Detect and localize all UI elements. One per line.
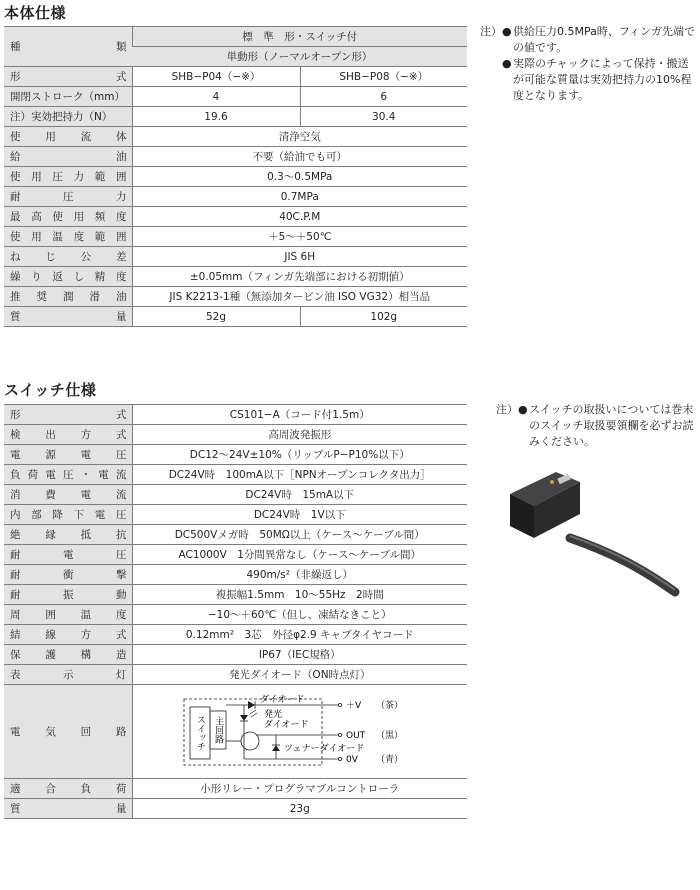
label-char: 式: [115, 429, 127, 441]
row-value-p04: 19.6: [132, 107, 300, 127]
label-char: 出: [45, 429, 56, 441]
label-char: 注）実効把持力（N）: [10, 111, 113, 123]
circuit-cell: [132, 685, 467, 779]
table-row: [4, 485, 467, 505]
row-label: [4, 605, 132, 625]
row-value: 小形リレー・プログラマブルコントローラ: [132, 779, 467, 799]
row-value: 0.12mm² 3芯 外径φ2.9 キャブタイヤコード: [132, 625, 467, 645]
led-text-2: ダイオード: [263, 719, 309, 730]
label-char: 線: [45, 629, 56, 641]
row-value-p08: SHB−P08（−※）: [300, 67, 467, 87]
label-char: 滑: [89, 291, 100, 303]
label-char: 形: [10, 409, 21, 421]
label-char: 量: [116, 311, 127, 323]
label-char: 使: [10, 131, 21, 143]
label-char: 絶: [10, 529, 21, 541]
row-value: DC12〜24V±10%（リップルP−P10%以下）: [132, 445, 467, 465]
label-char: 振: [63, 589, 74, 601]
label-char: 内: [10, 509, 21, 521]
label-char: 耐: [10, 589, 21, 601]
label-char: 衝: [63, 569, 74, 581]
row-value: 発光ダイオード（ON時点灯）: [132, 665, 467, 685]
header-label: [4, 27, 132, 67]
row-value: DC24V時 100mA以下［NPNオープンコレクタ出力］: [132, 465, 467, 485]
label-char: 構: [80, 649, 92, 661]
label-char: 耐: [10, 549, 21, 561]
header-row: [4, 27, 467, 47]
label-char: 囲: [115, 231, 127, 243]
label-char: 推: [10, 291, 21, 303]
row-value: 23g: [132, 799, 467, 819]
label-char: 給: [10, 151, 21, 163]
label-char: 護: [45, 649, 56, 661]
main-spec-title: 本体仕様: [4, 4, 67, 22]
table-row: [4, 147, 467, 167]
row-value-p08: 30.4: [300, 107, 467, 127]
row-label: [4, 585, 132, 605]
table-row: [4, 465, 467, 485]
row-value-p04: 4: [132, 87, 300, 107]
label-char: ・: [80, 469, 92, 481]
row-label: [4, 67, 132, 87]
label-char: 縁: [45, 529, 56, 541]
label-char: 抵: [80, 529, 92, 541]
row-label: [4, 187, 132, 207]
out-text: OUT: [345, 730, 365, 741]
table-row: [4, 685, 467, 779]
table-row: [4, 625, 467, 645]
label-char: 用: [45, 131, 56, 143]
label-char: 式: [116, 71, 127, 83]
row-label: [4, 565, 132, 585]
label-char: 力: [116, 191, 127, 203]
label-char: 圧: [116, 549, 127, 561]
row-label: [4, 665, 132, 685]
label-char: 最: [10, 211, 21, 223]
switch-spec-notes: [496, 402, 698, 450]
table-row: [4, 505, 467, 525]
note-prefix: [480, 56, 502, 104]
row-label: [4, 625, 132, 645]
table-row: [4, 445, 467, 465]
led-text-1: 発光: [263, 709, 282, 720]
row-value: IP67（IEC規格）: [132, 645, 467, 665]
label-char: 圧: [62, 469, 74, 481]
label-char: 周: [10, 609, 21, 621]
label-char: 圧: [115, 509, 127, 521]
row-label: [4, 685, 132, 779]
diode-symbol: [248, 701, 255, 709]
row-label: [4, 505, 132, 525]
header-top: 標 準 形・スイッチ付: [132, 27, 467, 47]
row-value: DC24V時 1V以下: [132, 505, 467, 525]
label-char: 流: [115, 469, 127, 481]
row-value: 複振幅1.5mm 10〜55Hz 2時間: [132, 585, 467, 605]
label-char: 式: [116, 409, 127, 421]
row-value: 40C.P.M: [132, 207, 467, 227]
label-char: 費: [45, 489, 56, 501]
label-char: 保: [10, 649, 21, 661]
label-char: 路: [115, 726, 127, 738]
table-row: [4, 287, 467, 307]
label-char: 形: [10, 71, 21, 83]
label-char: 負: [80, 783, 92, 795]
label-char: 合: [45, 783, 56, 795]
table-row: [4, 247, 467, 267]
row-value: 高周波発振形: [132, 425, 467, 445]
label-char: 用: [73, 211, 85, 223]
note-text: 実際のチャックによって保持・搬送が可能な質量は実効把持力の10%程度となります。: [513, 57, 692, 102]
bullet-icon: ●: [518, 403, 528, 416]
label-char: 繰: [10, 271, 21, 283]
table-row: [4, 267, 467, 287]
label-char: 方: [80, 629, 92, 641]
label-char: 油: [116, 151, 127, 163]
label-char: 動: [116, 589, 127, 601]
label-char: 高: [31, 211, 42, 223]
label-char: 使: [10, 231, 21, 243]
label-char: 圧: [63, 191, 74, 203]
label-char: 源: [45, 449, 56, 461]
label-char: 用: [31, 231, 42, 243]
label-char: 潤: [63, 291, 74, 303]
diode-text: ダイオード: [259, 694, 305, 705]
label-char: 度: [115, 211, 127, 223]
table-row: [4, 207, 467, 227]
label-char: し: [73, 271, 85, 283]
label-char: 類: [116, 41, 127, 53]
note-prefix: 注）: [480, 25, 502, 38]
switch-cable: [570, 538, 675, 592]
label-char: り: [31, 271, 42, 283]
main-circuit-text: 主回路: [212, 716, 223, 743]
table-row: [4, 665, 467, 685]
row-label: [4, 465, 132, 485]
label-char: 返: [52, 271, 63, 283]
row-value-p08: 102g: [300, 307, 467, 327]
label-char: 適: [10, 783, 21, 795]
note-text: 供給圧力0.5MPa時、フィンガ先端での値です。: [513, 25, 695, 54]
table-row: [4, 107, 467, 127]
main-spec-notes: [480, 24, 698, 104]
label-char: 精: [94, 271, 106, 283]
row-label: [4, 645, 132, 665]
label-char: 耐: [10, 191, 21, 203]
row-label: [4, 779, 132, 799]
table-row: [4, 585, 467, 605]
row-label: [4, 525, 132, 545]
zero-v-text: 0V: [345, 754, 358, 765]
label-char: 差: [115, 251, 127, 263]
table-row: [4, 307, 467, 327]
bullet-icon: ●: [502, 57, 512, 70]
label-char: 圧: [52, 171, 63, 183]
row-label: [4, 247, 132, 267]
label-char: 種: [10, 41, 21, 53]
label-char: 耐: [10, 569, 21, 581]
indicator-led: [550, 480, 554, 484]
label-char: 使: [10, 171, 21, 183]
label-char: 造: [115, 649, 127, 661]
label-char: 表: [10, 669, 21, 681]
black-text: （黒）: [375, 730, 403, 741]
row-label: [4, 799, 132, 819]
label-char: 抗: [115, 529, 127, 541]
table-row: [4, 645, 467, 665]
label-char: 示: [63, 669, 74, 681]
main-spec-table: [4, 26, 467, 327]
row-label: [4, 445, 132, 465]
table-row: [4, 187, 467, 207]
row-value-p04: SHB−P04（−※）: [132, 67, 300, 87]
label-char: 度: [73, 231, 85, 243]
row-label: [4, 107, 132, 127]
row-label: [4, 405, 132, 425]
row-value: 清浄空気: [132, 127, 467, 147]
row-label: [4, 545, 132, 565]
label-char: 電: [94, 509, 106, 521]
switch-photo: [500, 452, 690, 602]
label-char: じ: [45, 251, 56, 263]
label-char: 囲: [115, 171, 127, 183]
row-value: JIS 6H: [132, 247, 467, 267]
note-item: [496, 402, 698, 450]
note-item: [480, 56, 698, 104]
zener-text: ツェナーダイオード: [283, 743, 364, 754]
switch-spec-table: [4, 404, 467, 819]
row-value: 490m/s²（非繰返し）: [132, 565, 467, 585]
row-value: 0.7MPa: [132, 187, 467, 207]
label-char: 灯: [116, 669, 127, 681]
table-row: [4, 87, 467, 107]
row-value: DC500Vメガ時 50MΩ以上（ケース〜ケーブル間）: [132, 525, 467, 545]
table-row: [4, 605, 467, 625]
label-char: 圧: [115, 449, 127, 461]
row-value: ＋5〜＋50℃: [132, 227, 467, 247]
row-value: −10〜＋60℃（但し、凍結なきこと）: [132, 605, 467, 625]
v-plus-text: ＋V: [345, 700, 361, 711]
label-char: 電: [10, 449, 21, 461]
zener-symbol: [272, 745, 280, 751]
row-value: CS101−A（コード付1.5m）: [132, 405, 467, 425]
table-row: [4, 425, 467, 445]
row-value: ±0.05mm（フィンガ先端部における初期値）: [132, 267, 467, 287]
row-value: 不要（給油でも可）: [132, 147, 467, 167]
label-char: 荷: [115, 783, 127, 795]
row-label: [4, 207, 132, 227]
label-char: 方: [80, 429, 92, 441]
label-char: 体: [115, 131, 127, 143]
label-char: 流: [115, 489, 127, 501]
row-value-p04: 52g: [132, 307, 300, 327]
label-char: 電: [63, 549, 74, 561]
row-label: [4, 485, 132, 505]
label-char: 質: [10, 311, 21, 323]
header-sub: 単動形（ノーマルオープン形）: [132, 47, 467, 67]
label-char: ね: [10, 251, 21, 263]
label-char: 下: [73, 509, 85, 521]
electric-circuit-diagram: [180, 689, 420, 775]
label-char: 電: [10, 726, 21, 738]
row-label: [4, 147, 132, 167]
led-symbol: [240, 715, 248, 721]
bullet-icon: ●: [502, 25, 512, 38]
blue-text: （青）: [375, 754, 403, 765]
label-char: 式: [115, 629, 127, 641]
row-value: 0.3〜0.5MPa: [132, 167, 467, 187]
label-char: 電: [45, 469, 56, 481]
note-text: スイッチの取扱いについては巻末のスイッチ取扱要領欄を必ずお読みください。: [529, 403, 694, 448]
note-prefix: 注）: [496, 403, 518, 416]
table-row: [4, 799, 467, 819]
table-row: [4, 227, 467, 247]
label-char: 囲: [45, 609, 56, 621]
label-char: 検: [10, 429, 21, 441]
row-label: [4, 287, 132, 307]
table-row: [4, 67, 467, 87]
label-char: 奨: [36, 291, 47, 303]
label-char: 電: [80, 489, 92, 501]
label-char: 度: [115, 609, 127, 621]
label-char: 負: [10, 469, 21, 481]
label-char: 使: [52, 211, 63, 223]
row-label: [4, 127, 132, 147]
label-char: 荷: [27, 469, 39, 481]
label-char: 度: [115, 271, 127, 283]
label-char: 部: [31, 509, 42, 521]
label-char: 油: [116, 291, 127, 303]
row-label: [4, 167, 132, 187]
label-char: 電: [80, 449, 92, 461]
row-label: [4, 307, 132, 327]
table-row: [4, 127, 467, 147]
row-value: JIS K2213-1種（無添加タービン油 ISO VG32）相当品: [132, 287, 467, 307]
label-char: 用: [31, 171, 42, 183]
label-char: 量: [116, 803, 127, 815]
note-item: [480, 24, 698, 56]
label-char: 温: [52, 231, 63, 243]
label-char: 結: [10, 629, 21, 641]
row-value: DC24V時 15mA以下: [132, 485, 467, 505]
switch-spec-title: スイッチ仕様: [4, 381, 97, 399]
label-char: 回: [80, 726, 92, 738]
label-char: 質: [10, 803, 21, 815]
table-row: [4, 779, 467, 799]
row-value-p08: 6: [300, 87, 467, 107]
label-char: 流: [80, 131, 92, 143]
table-row: [4, 525, 467, 545]
table-row: [4, 405, 467, 425]
label-char: 公: [80, 251, 92, 263]
row-label: [4, 227, 132, 247]
table-row: [4, 545, 467, 565]
label-char: 範: [94, 171, 106, 183]
row-label: [4, 267, 132, 287]
label-char: 気: [45, 726, 56, 738]
label-char: 開閉ストローク（mm）: [10, 91, 125, 103]
switch-text: スイッチ: [194, 714, 205, 751]
label-char: 頻: [94, 211, 106, 223]
label-char: 範: [94, 231, 106, 243]
label-char: 撃: [116, 569, 127, 581]
table-row: [4, 565, 467, 585]
label-char: 降: [52, 509, 63, 521]
label-char: 温: [80, 609, 92, 621]
label-char: 消: [10, 489, 21, 501]
label-char: 力: [73, 171, 85, 183]
table-row: [4, 167, 467, 187]
row-value: AC1000V 1分間異常なし（ケース〜ケーブル間）: [132, 545, 467, 565]
row-label: [4, 425, 132, 445]
label-char: 電: [98, 469, 109, 481]
brown-text: （茶）: [375, 700, 403, 711]
row-label: [4, 87, 132, 107]
